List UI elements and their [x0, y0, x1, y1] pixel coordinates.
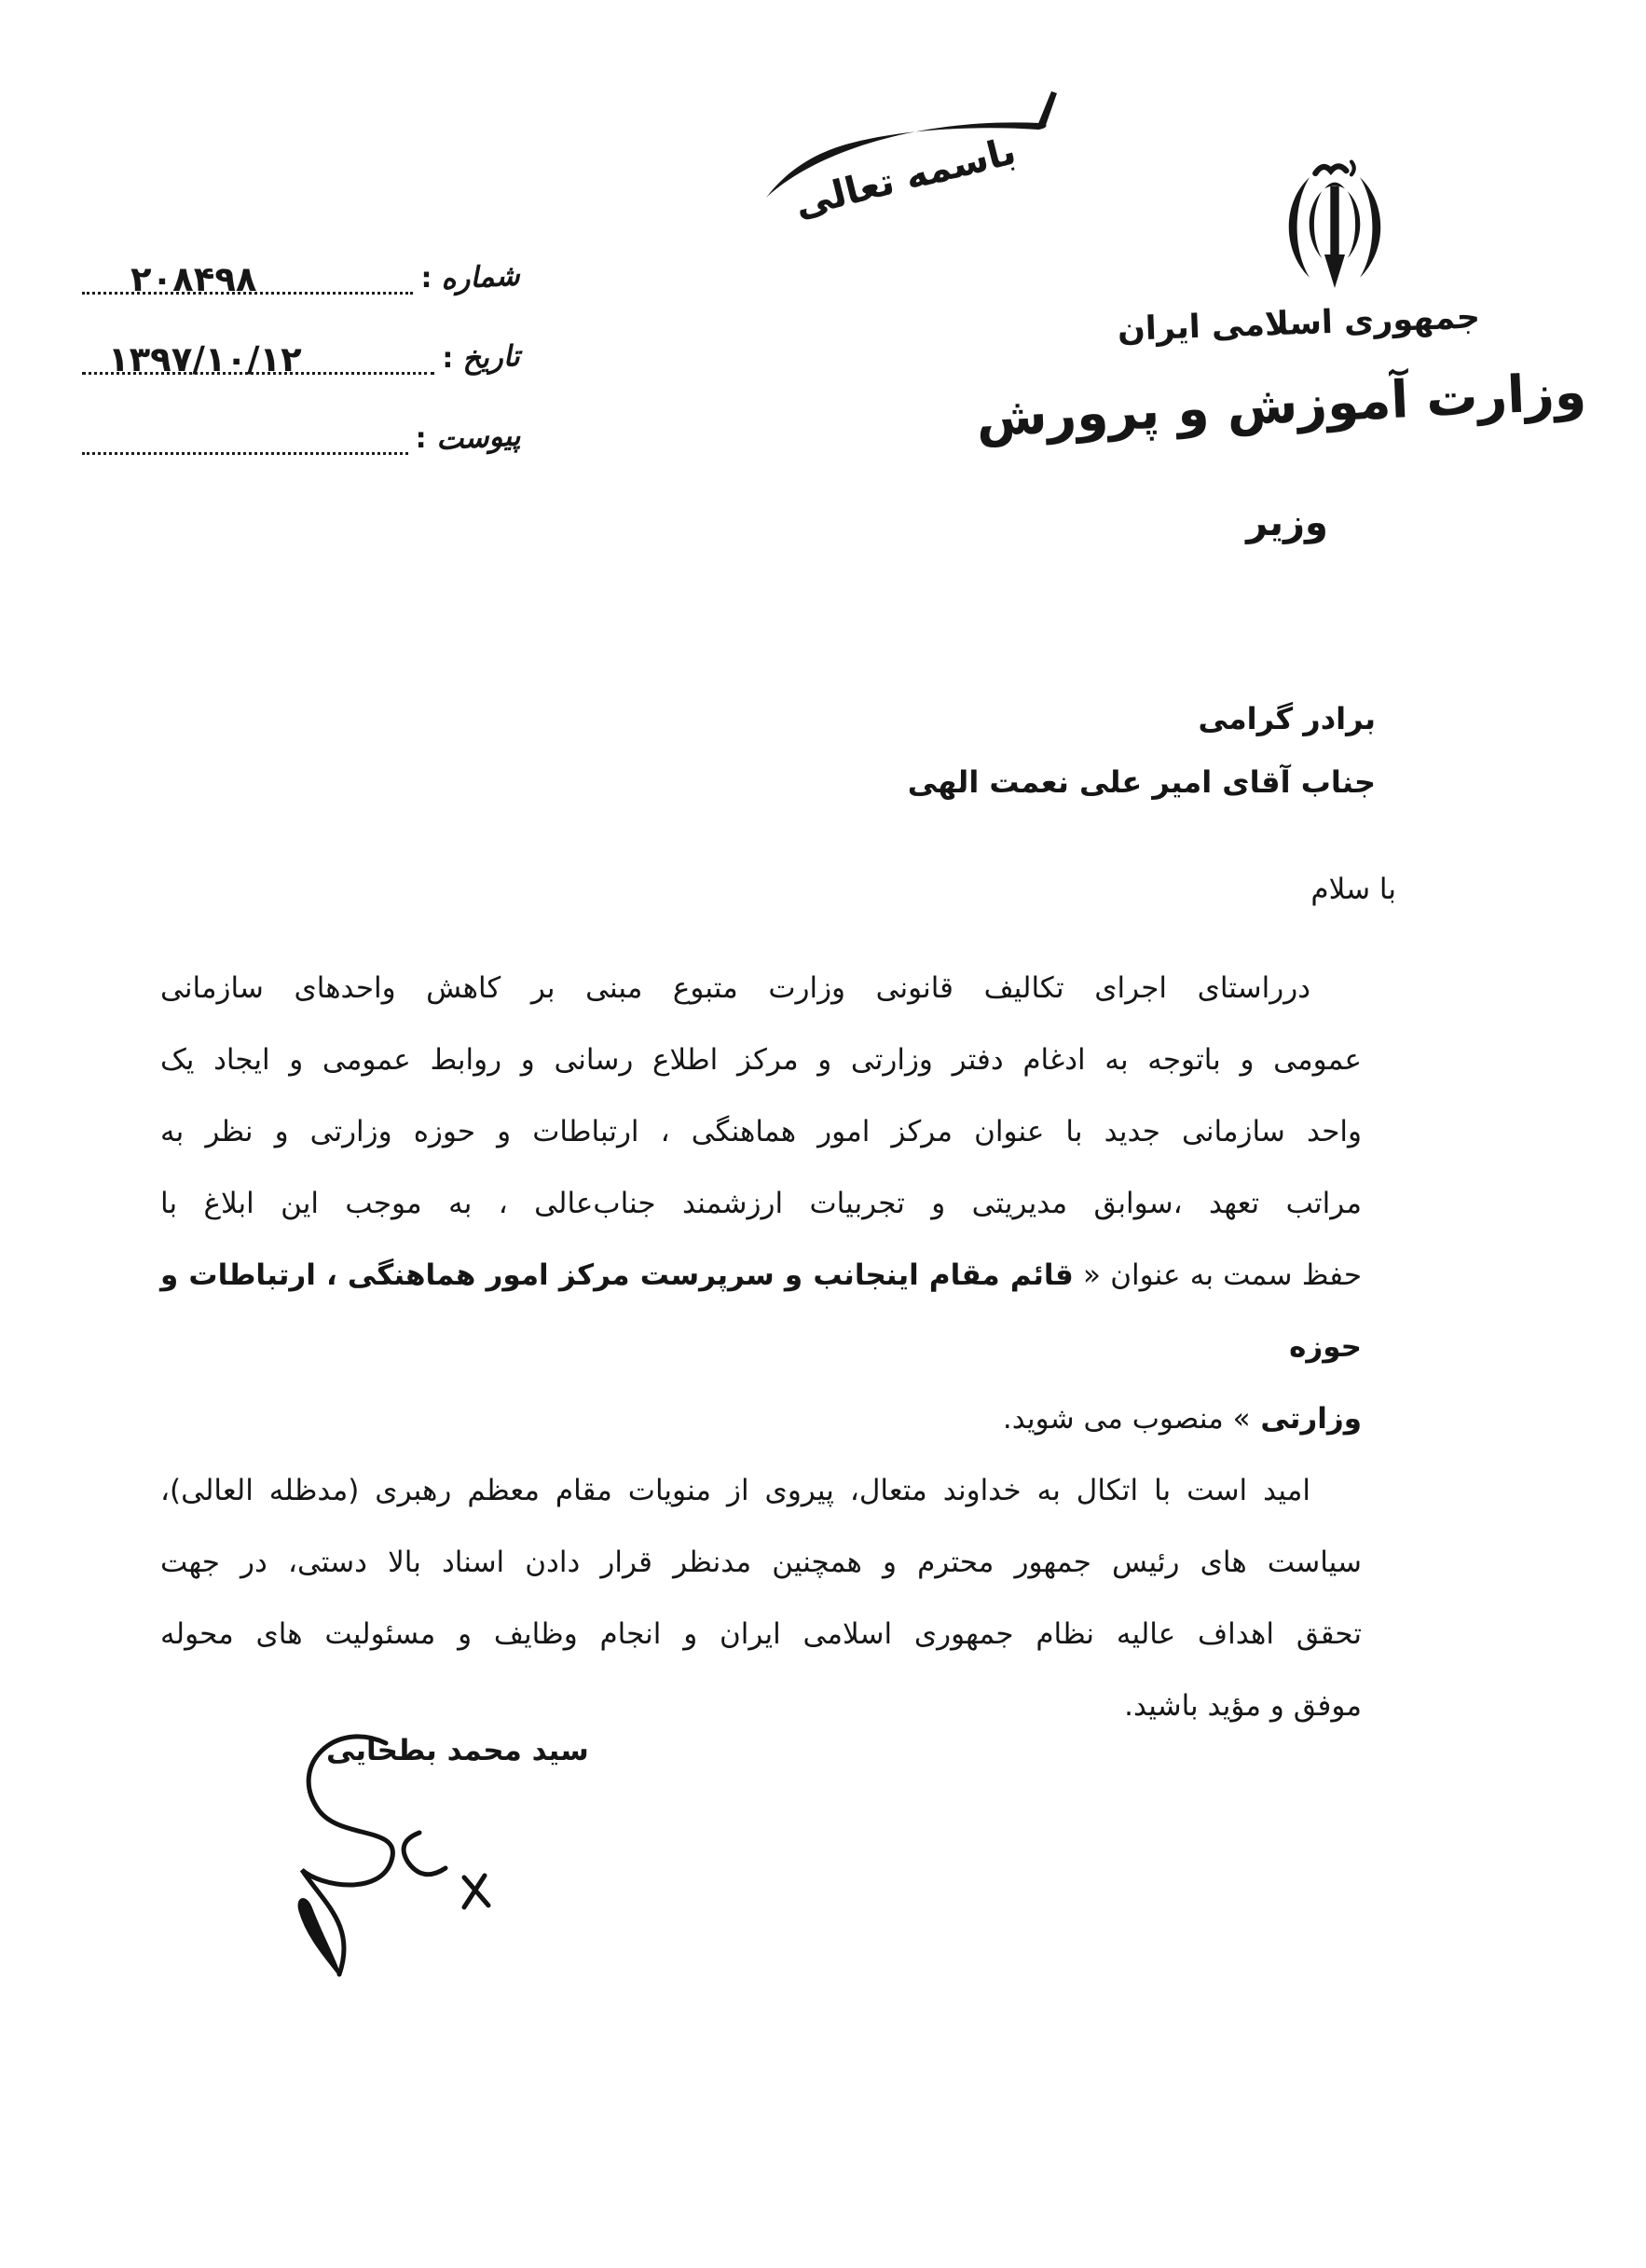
number-dotted-line	[82, 249, 413, 299]
body-line	[160, 1455, 1362, 1527]
meta-fields	[82, 235, 520, 475]
body-line	[160, 1168, 1362, 1240]
republic-title: جمهوری اسلامی ایران	[1117, 298, 1481, 349]
recipient-block	[908, 701, 1376, 800]
date-label: تاریخ	[461, 339, 521, 377]
body-line	[160, 1240, 1362, 1383]
body-text-bold: وزارتی	[1250, 1402, 1362, 1436]
date-field-row	[82, 315, 521, 379]
recipient-name: جناب آقای امیر علی نعمت الهی	[907, 764, 1376, 800]
minister-title: وزیر	[1246, 502, 1328, 544]
bismillah-calligraphy	[753, 76, 1079, 254]
body-line	[160, 1096, 1362, 1168]
signatory-name: سید محمد بطحایی	[326, 1734, 589, 1767]
attachment-label: پیوست	[434, 419, 521, 458]
date-value: ۱۳۹۷/۱۰/۱۲	[108, 339, 302, 379]
number-colon: :	[420, 262, 432, 295]
greeting-line: با سلام	[1310, 873, 1396, 906]
body-line	[160, 1024, 1362, 1096]
date-dotted-line	[82, 329, 434, 379]
number-value: ۲۰۸۴۹۸	[130, 259, 257, 299]
body-text-bold: قائم مقام اینجانب و سرپرست مرکز امور هماهنگی ، ارتباطات و حوزه	[160, 1258, 1362, 1364]
body-line	[160, 1383, 1362, 1455]
number-label: شماره	[440, 258, 521, 296]
body-text: موفق و مؤید باشید.	[1124, 1689, 1362, 1723]
body-text: واحد سازمانی جدید با عنوان مرکز امور هماهنگی ، ارتباطات و حوزه وزارتی و نظر به	[160, 1115, 1362, 1148]
body-text: عمومی و باتوجه به ادغام دفتر وزارتی و مرکز اطلاع رسانی و روابط عمومی و ایجاد یک	[160, 1043, 1362, 1077]
body-line	[160, 1527, 1362, 1599]
body-text: مراتب تعهد ،سوابق مدیریتی و تجربیات ارزشمند جناب‌عالی ، به موجب این ابلاغ با	[160, 1187, 1362, 1220]
body-line	[160, 1670, 1362, 1742]
iran-coat-of-arms-icon	[1264, 157, 1406, 298]
body-line	[160, 953, 1362, 1024]
ministry-title: وزارت آموزش و پرورش	[975, 361, 1588, 448]
body-text: حفظ سمت به عنوان «	[1073, 1258, 1363, 1292]
body-text: تحقق اهداف عالیه نظام جمهوری اسلامی ایران و انجام وظایف و مسئولیت های محوله	[160, 1617, 1362, 1651]
body-text: امید است با اتکال به خداوند متعال، پیروی از منویات مقام معظم رهبری (مدظله العالی)،	[160, 1474, 1310, 1507]
attachment-field-row	[82, 395, 521, 458]
body-line	[160, 1599, 1362, 1670]
number-field-row	[82, 235, 521, 299]
body-text: سیاست های رئیس جمهور محترم و همچنین مدنظر قرار دادن اسناد بالا دستی، در جهت	[160, 1546, 1362, 1579]
recipient-salutation: برادر گرامی	[1198, 701, 1376, 736]
letter-body	[160, 953, 1362, 1742]
body-text: درراستای اجرای تکالیف قانونی وزارت متبوع مبنی بر کاهش واحدهای سازمانی	[160, 971, 1310, 1005]
date-colon: :	[442, 342, 454, 375]
attachment-dotted-line	[82, 409, 408, 455]
attachment-colon: :	[415, 422, 427, 455]
body-text: » منصوب می شوید.	[1002, 1402, 1251, 1436]
bismillah-text: باسمه تعالی	[790, 130, 1021, 227]
